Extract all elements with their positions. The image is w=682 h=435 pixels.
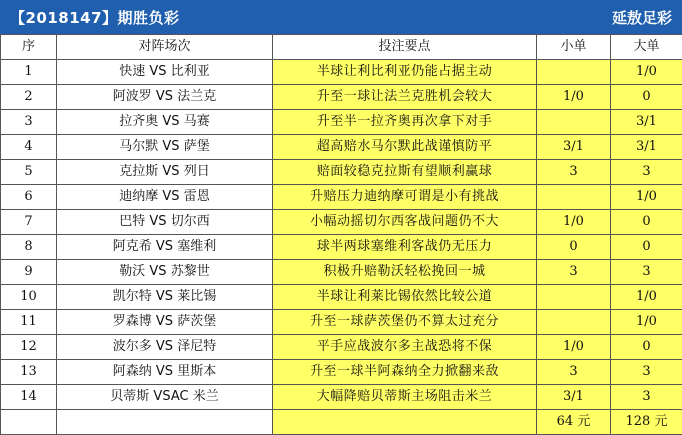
totals-blank-tip	[273, 410, 537, 435]
row-number: 13	[1, 360, 57, 385]
match-cell: 波尔多 VS 泽尼特	[57, 335, 273, 360]
small-pick-cell	[537, 285, 611, 310]
small-pick-cell: 0	[537, 235, 611, 260]
row-number: 4	[1, 135, 57, 160]
big-pick-cell: 1/0	[611, 285, 682, 310]
match-cell: 凯尔特 VS 莱比锡	[57, 285, 273, 310]
big-pick-cell: 3/1	[611, 110, 682, 135]
row-number: 11	[1, 310, 57, 335]
row-number: 14	[1, 385, 57, 410]
table-row	[1, 210, 682, 235]
tip-cell: 升至一球萨茨堡仍不算太过充分	[273, 310, 537, 335]
tip-cell: 超高赔水马尔默此战谨慎防平	[273, 135, 537, 160]
col-header-no: 序	[1, 35, 57, 60]
match-cell: 马尔默 VS 萨堡	[57, 135, 273, 160]
big-pick-cell: 3	[611, 360, 682, 385]
small-pick-cell: 1/0	[537, 335, 611, 360]
small-pick-cell: 3	[537, 260, 611, 285]
total-big: 128 元	[611, 410, 682, 435]
small-pick-cell: 1/0	[537, 210, 611, 235]
big-pick-cell: 3	[611, 260, 682, 285]
match-cell: 克拉斯 VS 列日	[57, 160, 273, 185]
match-cell: 快速 VS 比利亚	[57, 60, 273, 85]
issue-title: 【2018147】期胜负彩	[10, 7, 180, 28]
tip-cell: 升赔压力迪纳摩可谓是小有挑战	[273, 185, 537, 210]
small-pick-cell	[537, 185, 611, 210]
big-pick-cell: 1/0	[611, 310, 682, 335]
big-pick-cell: 0	[611, 235, 682, 260]
table-row	[1, 110, 682, 135]
prediction-table	[0, 34, 682, 435]
row-number: 10	[1, 285, 57, 310]
row-number: 8	[1, 235, 57, 260]
totals-blank-match	[57, 410, 273, 435]
tip-cell: 积极升赔勒沃轻松挽回一城	[273, 260, 537, 285]
tip-cell: 大幅降赔贝蒂斯主场阻击米兰	[273, 385, 537, 410]
tip-cell: 球半两球塞维利客战仍无压力	[273, 235, 537, 260]
source-label: 延敖足彩	[612, 7, 672, 28]
small-pick-cell: 3/1	[537, 135, 611, 160]
big-pick-cell: 0	[611, 85, 682, 110]
row-number: 3	[1, 110, 57, 135]
tip-cell: 小幅动摇切尔西客战问题仍不大	[273, 210, 537, 235]
table-body	[1, 60, 682, 410]
big-pick-cell: 0	[611, 335, 682, 360]
small-pick-cell: 1/0	[537, 85, 611, 110]
col-header-tip: 投注要点	[273, 35, 537, 60]
header-bar	[0, 0, 682, 34]
col-header-big: 大单	[611, 35, 682, 60]
big-pick-cell: 1/0	[611, 185, 682, 210]
row-number: 5	[1, 160, 57, 185]
match-cell: 拉齐奥 VS 马赛	[57, 110, 273, 135]
small-pick-cell: 3	[537, 160, 611, 185]
match-cell: 阿克希 VS 塞维利	[57, 235, 273, 260]
totals-row	[1, 410, 682, 435]
big-pick-cell: 3/1	[611, 135, 682, 160]
small-pick-cell: 3/1	[537, 385, 611, 410]
row-number: 6	[1, 185, 57, 210]
table-row	[1, 260, 682, 285]
tip-cell: 赔面较稳克拉斯有望顺利赢球	[273, 160, 537, 185]
match-cell: 阿波罗 VS 法兰克	[57, 85, 273, 110]
big-pick-cell: 0	[611, 210, 682, 235]
col-header-match: 对阵场次	[57, 35, 273, 60]
tip-cell: 半球让利比利亚仍能占据主动	[273, 60, 537, 85]
table-row	[1, 160, 682, 185]
table-row	[1, 135, 682, 160]
small-pick-cell: 3	[537, 360, 611, 385]
table-row	[1, 235, 682, 260]
tip-cell: 升至一球半阿森纳全力掀翻来敌	[273, 360, 537, 385]
total-small: 64 元	[537, 410, 611, 435]
match-cell: 迪纳摩 VS 雷恩	[57, 185, 273, 210]
match-cell: 贝蒂斯 VSAC 米兰	[57, 385, 273, 410]
col-header-small: 小单	[537, 35, 611, 60]
table-row	[1, 385, 682, 410]
table-row	[1, 60, 682, 85]
big-pick-cell: 3	[611, 160, 682, 185]
match-cell: 勒沃 VS 苏黎世	[57, 260, 273, 285]
row-number: 1	[1, 60, 57, 85]
row-number: 12	[1, 335, 57, 360]
match-cell: 罗森博 VS 萨茨堡	[57, 310, 273, 335]
tip-cell: 升至半一拉齐奥再次拿下对手	[273, 110, 537, 135]
small-pick-cell	[537, 310, 611, 335]
small-pick-cell	[537, 110, 611, 135]
tip-cell: 半球让利莱比锡依然比较公道	[273, 285, 537, 310]
big-pick-cell: 1/0	[611, 60, 682, 85]
row-number: 9	[1, 260, 57, 285]
row-number: 7	[1, 210, 57, 235]
table-row	[1, 360, 682, 385]
tip-cell: 平手应战波尔多主战恐将不保	[273, 335, 537, 360]
row-number: 2	[1, 85, 57, 110]
table-row	[1, 185, 682, 210]
table-header-row	[1, 35, 682, 60]
match-cell: 阿森纳 VS 里斯本	[57, 360, 273, 385]
table-row	[1, 335, 682, 360]
table-row	[1, 310, 682, 335]
table-row	[1, 285, 682, 310]
table-row	[1, 85, 682, 110]
match-cell: 巴特 VS 切尔西	[57, 210, 273, 235]
tip-cell: 升至一球让法兰克胜机会较大	[273, 85, 537, 110]
small-pick-cell	[537, 60, 611, 85]
big-pick-cell: 3	[611, 385, 682, 410]
totals-blank-no	[1, 410, 57, 435]
